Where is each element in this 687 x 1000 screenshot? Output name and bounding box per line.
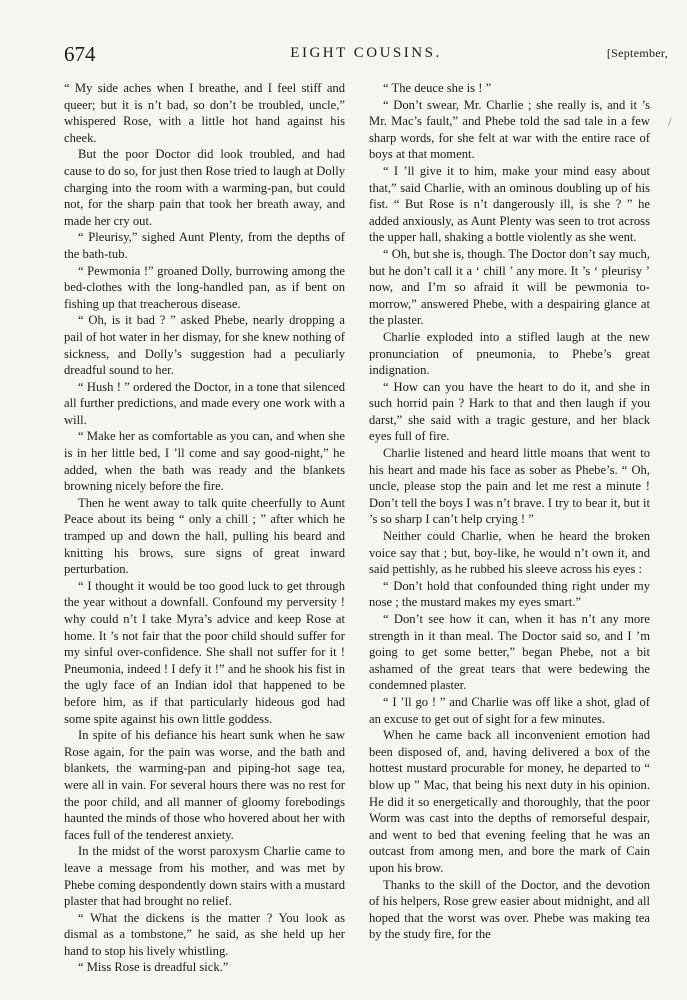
left-column bbox=[64, 80, 345, 976]
paragraph: “ The deuce she is ! ” bbox=[383, 81, 492, 95]
running-header bbox=[64, 42, 668, 68]
paragraph: “ Don’t swear, Mr. Charlie ; she really is, and it ’s Mr. Mac’s fault,” and Phebe told the sad tale in a few sharp words, for she felt at war with the entire race of boys at that moment. bbox=[369, 97, 650, 162]
paragraph: Then he went away to talk quite cheerfully to Aunt Peace about its being “ only a chill ; ” after which he tramped up and down the hall, pulling his beard and knitting his brows, sure signs of great inward perturbation. bbox=[64, 495, 345, 577]
paragraph: “ Miss Rose is dreadful sick.” bbox=[78, 960, 229, 975]
paragraph: “ Hush ! ” ordered the Doctor, in a tone that silenced all further predictions, and made every one work with a will. bbox=[64, 379, 345, 427]
paragraph: But the poor Doctor did look troubled, and had cause to do so, for just then Rose tried to laugh at Dolly charging into the room with a warming-pan, but could not, for the sharp pain that took her breath away, and made her cry out. bbox=[64, 147, 345, 228]
paragraph: “ Oh, but she is, though. The Doctor don’t say much, but he don’t call it a ‘ chill ’ any more. It ’s ‘ pleurisy ’ now, and I’m so afraid it will be pewmonia to-morrow,” answered Phebe, with a despairing glance at the plaster. bbox=[369, 246, 650, 328]
paragraph: In the midst of the worst paroxysm Charlie came to leave a message from his mother, and was met by Phebe coming despondently down stairs with a mustard plaster that had brought no relief. bbox=[64, 844, 345, 909]
paragraph: Charlie exploded into a stifled laugh at the new pronunciation of pneumonia, to Phebe’s great indignation. bbox=[369, 329, 650, 378]
paragraph: “ Make her as comfortable as you can, and when she is in her little bed, I ’ll come and say good-night,” he added, when the bath was ready and the blankets browning nicely before the fire. bbox=[64, 429, 345, 494]
paragraph: Charlie listened and heard little moans that went to his heart and made his face as sober as Phebe’s. “ Oh, uncle, please stop the pain and let me rest a minute ! Don’t tell the boys I was n’t brave. I try to bear it, but it ’s so sharp I can’t help crying ! ” bbox=[369, 446, 650, 527]
paragraph: “ I ’ll go ! ” and Charlie was off like a shot, glad of an excuse to get out of sight for a few minutes. bbox=[369, 694, 650, 726]
ink-mark: / bbox=[668, 114, 672, 129]
paragraph: “ Oh, is it bad ? ” asked Phebe, nearly dropping a pail of hot water in her dismay, for she knew nothing of sickness, and Dolly’s suggestion had a peculiarly dreadful sound to her. bbox=[64, 313, 345, 378]
paragraph: “ I ’ll give it to him, make your mind easy about that,” said Charlie, with an ominous doubling up of his fist. “ But Rose is n’t dangerously ill, is she ? ” he added anxiously, as Aunt Plenty was seen to trot across the upper hall, shaking a bottle violently as she went. bbox=[369, 163, 650, 245]
paragraph: When he came back all inconvenient emotion had been disposed of, and, having delivered a box of the hottest mustard procurable for money, he departed to “ blow up ” Mac, that being his next duty in his opinion. He did it so energetically and thoroughly, that the poor Worm was cast into the depths of remorseful despair, and went to bed that evening feeling that he was an outcast from among men, and bore the mark of Cain upon his brow. bbox=[369, 728, 650, 875]
paragraph: “ Pewmonia !” groaned Dolly, burrowing among the bed-clothes with the long-handled pan, as if bent on fishing up that treacherous disease. bbox=[64, 263, 345, 311]
page-number: 674 bbox=[64, 42, 96, 66]
running-title: EIGHT COUSINS. bbox=[290, 45, 442, 61]
paragraph: In spite of his defiance his heart sunk when he saw Rose again, for the pain was worse, and the bath and blankets, the warming-pan and piping-hot sage tea, were all in vain. For several hours there was no rest for the poor child, and all manner of gloomy forebodings haunted the minds of those who hovered about her with faces full of the tenderest anxiety. bbox=[64, 728, 345, 842]
paragraph: Thanks to the skill of the Doctor, and the devotion of his helpers, Rose grew easier about midnight, and all hoped that the worst was over. Phebe was making tea by the study fire, for the bbox=[369, 877, 650, 942]
paragraph: Neither could Charlie, when he heard the broken voice say that ; but, boy-like, he would n’t own it, and said pettishly, as he rubbed his sleeve across his eyes : bbox=[369, 529, 650, 577]
running-date: [September, bbox=[606, 46, 668, 60]
paragraph: “ How can you have the heart to do it, and she in such horrid pain ? Hark to that and then laugh if you darst,” she said with a tragic gesture, and her black eyes full of fire. bbox=[369, 379, 650, 444]
right-column bbox=[369, 80, 650, 943]
paragraph: “ Don’t hold that confounded thing right under my nose ; the mustard makes my eyes smart.” bbox=[369, 578, 650, 610]
paragraph: “ I thought it would be too good luck to get through the year without a downfall. Confound my perversity ! why could n’t I take Myra’s advice and keep Rose at home. It ’s not fair that the poor child should suffer for my sinful over-confidence. She shall not suffer for it ! Pneumonia, indeed ! I defy it !” and he shook his fist in the ugly face of an Indian idol that happened to be before him, as if that particularly hideous god had some spite against his own little goddess. bbox=[64, 578, 345, 726]
paragraph: “ Pleurisy,” sighed Aunt Plenty, from the depths of the bath-tub. bbox=[64, 230, 345, 261]
paragraph: “ Don’t see how it can, when it has n’t any more strength in it than meal. The Doctor said so, and I ’m going to get some better,” began Phebe, not a bit ashamed of the great tears that were bedewing the condemned plaster. bbox=[369, 612, 650, 693]
paragraph: “ What the dickens is the matter ? You look as dismal as a tombstone,” he said, as she held up her hand to stop his lively whistling. bbox=[64, 910, 345, 958]
paragraph: “ My side aches when I breathe, and I feel stiff and queer; but it is n’t bad, so don’t be troubled, uncle,” whispered Rose, with a little hot hand against his cheek. bbox=[64, 81, 345, 145]
